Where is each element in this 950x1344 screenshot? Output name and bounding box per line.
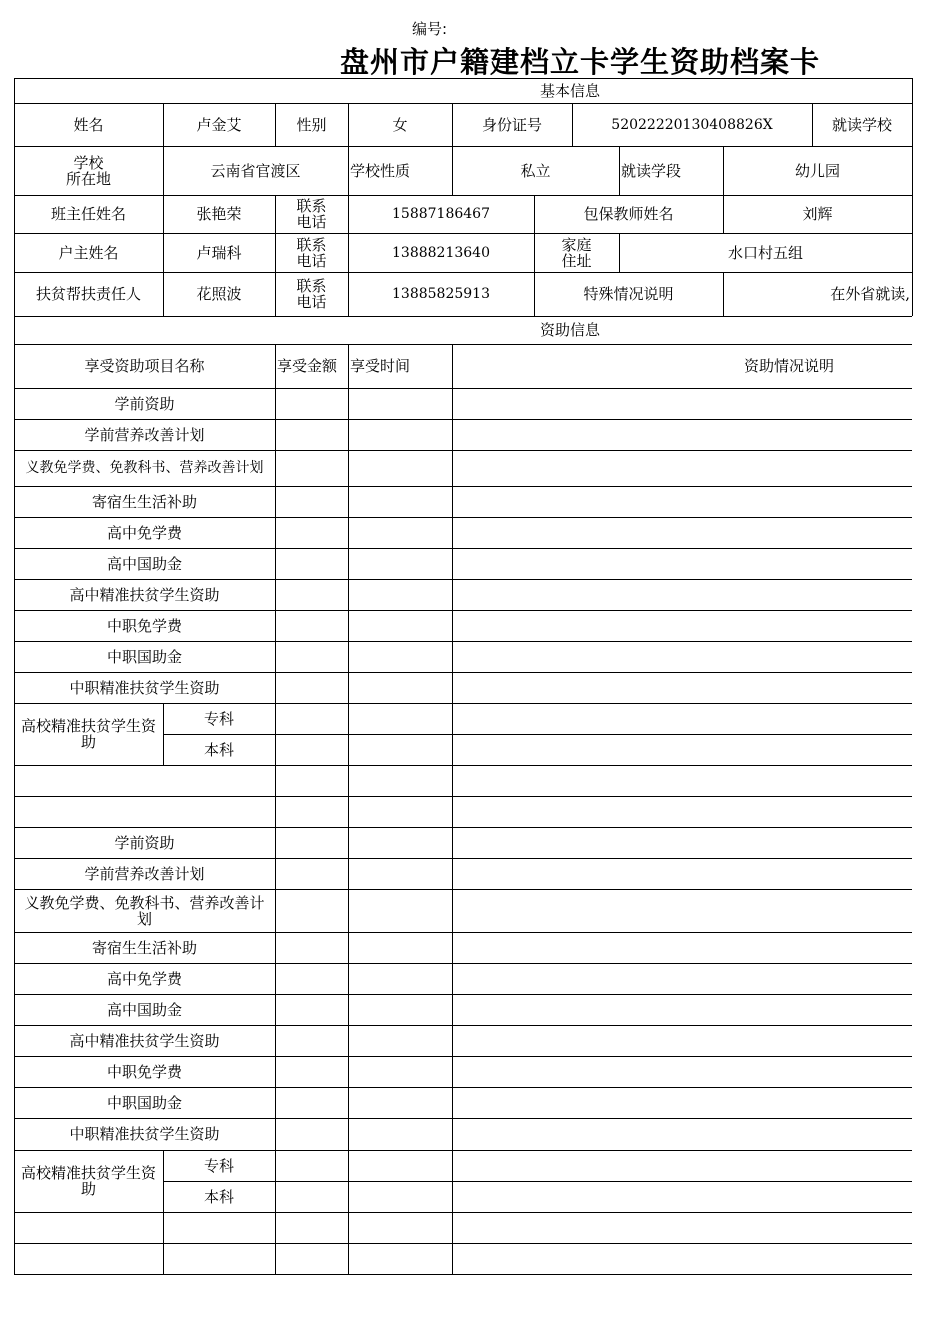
householder-label: 户主姓名: [58, 243, 119, 262]
col-desc-header: 资助情况说明: [743, 357, 834, 375]
grid-line: [163, 734, 912, 735]
col-amount-header: 享受金额: [277, 357, 338, 375]
special-value: 在外省就读,: [830, 285, 910, 303]
aid-item-label: 高中免学费: [106, 969, 182, 988]
grid-line: [163, 1181, 912, 1182]
school-type-label: 学校性质: [350, 161, 411, 180]
responsible-phone: 13885825913: [392, 286, 490, 302]
aid-item-label: 高中免学费: [106, 523, 182, 542]
aid-item-label: 高中精准扶贫学生资助: [69, 1031, 220, 1050]
college-sub-label: 本科: [203, 1187, 234, 1206]
aid-item-label: 寄宿生生活补助: [91, 492, 197, 511]
col-time-header: 享受时间: [350, 357, 411, 375]
grid-line: [348, 344, 349, 1275]
householder-phone: 13888213640: [392, 244, 490, 261]
gender-label: 性别: [296, 115, 327, 134]
college-aid-label: 高校精准扶贫学生资 助: [20, 717, 156, 751]
aid-item-label: 学前资助: [114, 394, 175, 413]
aid-item-label: 中职免学费: [106, 1062, 182, 1081]
address-label: 家庭 住址: [561, 235, 592, 270]
responsible-label: 扶贫帮扶责任人: [35, 285, 141, 303]
id-value: 52022220130408826X: [611, 116, 773, 133]
aid-item-label: 学前资助: [114, 833, 175, 852]
address-value: 水口村五组: [727, 243, 803, 262]
college-sub-label: 专科: [203, 1156, 234, 1175]
aid-item-label: 高中国助金: [106, 554, 182, 573]
school-label: 就读学校: [831, 115, 892, 134]
aid-item-label: 中职国助金: [106, 647, 182, 666]
grid-line: [14, 765, 912, 766]
aid-item-label: 学前营养改善计划: [84, 864, 205, 883]
aid-item-label: 学前营养改善计划: [84, 425, 205, 444]
head-teacher-phone: 15887186467: [392, 206, 490, 222]
contact-label: 联系 电话: [296, 197, 327, 231]
name-value: 卢金艾: [196, 115, 242, 134]
stage-label: 就读学段: [621, 161, 682, 180]
responsible-value: 花照波: [196, 285, 242, 303]
aid-item-label: 寄宿生生活补助: [91, 938, 197, 957]
school-location-label: 学校 所在地: [65, 153, 111, 188]
aid-item-label: 中职国助金: [106, 1093, 182, 1112]
aid-section-title: 资助信息: [539, 321, 600, 339]
contact-label: 联系 电话: [296, 235, 327, 270]
school-type-value: 私立: [520, 161, 551, 180]
guarantee-teacher-label: 包保教师姓名: [583, 205, 674, 223]
householder-value: 卢瑞科: [196, 243, 242, 262]
grid-line: [14, 1212, 912, 1213]
guarantee-teacher-value: 刘辉: [802, 205, 833, 223]
gender-value: 女: [392, 115, 408, 134]
grid-line: [14, 1243, 912, 1244]
college-sub-label: 本科: [203, 740, 234, 759]
aid-item-label: 义教免学费、免教科书、营养改善计 划: [24, 893, 265, 928]
special-label: 特殊情况说明: [583, 285, 674, 303]
stage-value: 幼儿园: [794, 161, 840, 180]
page-title: 盘州市户籍建档立卡学生资助档案卡: [340, 45, 821, 79]
name-label: 姓名: [73, 115, 104, 134]
contact-label: 联系 电话: [296, 277, 327, 311]
aid-item-label: 高中国助金: [106, 1000, 182, 1019]
head-teacher-value: 张艳荣: [196, 205, 242, 223]
table-border: [912, 78, 913, 316]
grid-line: [452, 344, 453, 1275]
grid-line: [14, 1274, 912, 1275]
aid-item-label: 中职免学费: [106, 616, 182, 635]
aid-item-label: 高中精准扶贫学生资助: [69, 585, 220, 604]
number-label: 编号:: [412, 20, 448, 38]
school-location-value: 云南省官渡区: [210, 161, 301, 180]
aid-item-label: 中职精准扶贫学生资助: [69, 678, 220, 697]
head-teacher-label: 班主任姓名: [50, 205, 126, 223]
grid-line: [275, 344, 276, 1275]
grid-line: [14, 796, 912, 797]
aid-item-label: 义教免学费、免教科书、营养改善计划: [25, 460, 264, 476]
aid-item-label: 中职精准扶贫学生资助: [69, 1125, 220, 1143]
college-aid-label: 高校精准扶贫学生资 助: [20, 1164, 156, 1198]
basic-info-section-title: 基本信息: [539, 81, 600, 100]
id-label: 身份证号: [481, 115, 542, 134]
col-project-header: 享受资助项目名称: [84, 357, 205, 375]
college-sub-label: 专科: [203, 709, 234, 728]
